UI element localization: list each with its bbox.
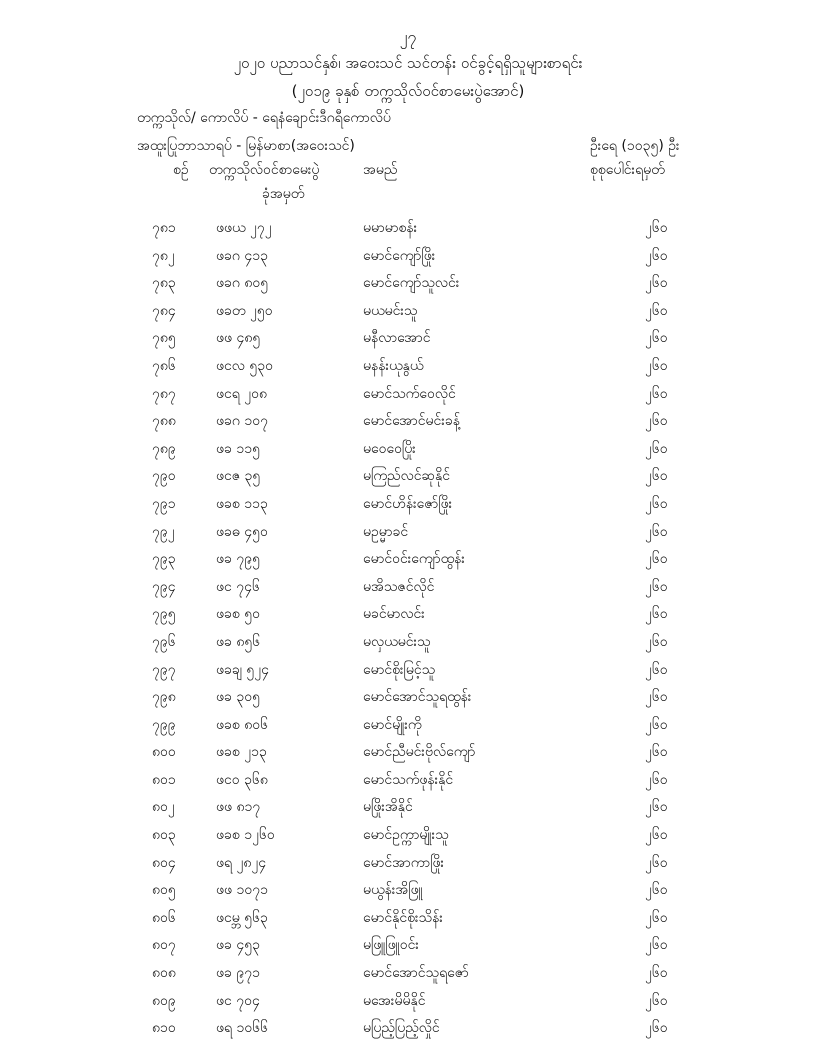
cell-total-marks: ၂၆၀ <box>645 882 668 899</box>
cell-serial-no: ၈၀၈ <box>152 965 176 982</box>
table-row <box>0 961 816 989</box>
cell-total-marks: ၂၆၀ <box>645 385 668 402</box>
cell-total-marks: ၂၆၀ <box>645 302 668 319</box>
table-row <box>0 823 816 851</box>
cell-serial-no: ၈၀၃ <box>152 827 176 844</box>
cell-name: မောင်စိုးမြင့်သူ <box>363 661 436 678</box>
cell-total-marks: ၂၆၀ <box>645 357 668 374</box>
cell-total-marks: ၂၆၀ <box>645 716 668 733</box>
document-title: ၂၀၂၀ ပညာသင်နှစ်၊ အဝေးသင် သင်တန်း ဝင်ခွင့်ရရှိသူများစာရင်း <box>233 54 583 72</box>
cell-roll-number: ဖငဝ ၃၆၈ <box>216 771 268 788</box>
cell-serial-no: ၇၉၇ <box>152 661 176 678</box>
table-row <box>0 989 816 1017</box>
cell-roll-number: ဖခစ ၂၁၃ <box>216 744 267 761</box>
cell-serial-no: ၇၈၃ <box>152 275 176 292</box>
cell-roll-number: ဖင ၇၀၄ <box>216 992 260 1009</box>
cell-total-marks: ၂၆၀ <box>645 551 668 568</box>
cell-roll-number: ဖခဂ ၄၁၃ <box>216 247 268 264</box>
cell-name: မောင်ဝင်းကျော်ထွန်း <box>363 551 465 568</box>
cell-serial-no: ၇၉၈ <box>152 689 176 706</box>
cell-name: မကြည်လင်ဆုနိုင် <box>363 468 451 485</box>
cell-roll-number: ဖခ ၇၉၅ <box>216 551 260 568</box>
document-subtitle: (၂၀၁၉ ခုနှစ် တက္ကသိုလ်ဝင်စာမေးပွဲအောင်) <box>291 82 525 100</box>
cell-roll-number: ဖခ ၈၅၆ <box>216 633 261 650</box>
cell-total-marks: ၂၆၀ <box>645 578 668 595</box>
cell-total-marks: ၂၆၀ <box>645 992 668 1009</box>
table-row <box>0 520 816 548</box>
major-subject-line: အထူးပြုဘာသာရပ် - မြန်မာစာ(အဝေးသင်) <box>137 138 355 154</box>
table-row <box>0 382 816 410</box>
cell-total-marks: ၂၆၀ <box>645 220 668 236</box>
table-row <box>0 602 816 630</box>
cell-serial-no: ၇၉၂ <box>152 523 175 540</box>
table-row <box>0 630 816 658</box>
cell-roll-number: ဖရ ၁၀၆၆ <box>216 1020 268 1037</box>
cell-name: မလှယမင်းသူ <box>363 633 431 650</box>
cell-serial-no: ၇၈၅ <box>152 330 176 347</box>
table-row <box>0 685 816 713</box>
cell-total-marks: ၂၆၀ <box>645 468 668 485</box>
cell-name: မောင်ဟိန်းဇော်ဖြိုး <box>363 495 453 512</box>
cell-serial-no: ၇၈၁ <box>152 220 176 236</box>
cell-serial-no: ၈၀၇ <box>152 937 176 954</box>
cell-serial-no: ၇၈၆ <box>152 357 176 374</box>
header-total-marks: စုစုပေါင်းရမှတ် <box>590 162 665 178</box>
cell-roll-number: ဖခစ ၁၁၃ <box>216 495 268 512</box>
cell-name: မောင်ဥက္ကာမျိုးသူ <box>363 827 449 844</box>
cell-roll-number: ဖခဓ ၄၅၀ <box>216 523 268 540</box>
cell-name: မအေးမိမိနိုင် <box>363 992 426 1009</box>
cell-roll-number: ဖဖ ၈၁၇ <box>216 799 261 816</box>
cell-serial-no: ၇၈၇ <box>152 385 176 402</box>
cell-serial-no: ၇၉၃ <box>152 551 176 568</box>
cell-name: မဖြူဖြူဝင်း <box>363 937 419 954</box>
cell-roll-number: ဖခဂ ၈၀၅ <box>216 275 269 292</box>
cell-roll-number: ဖခ ၉၇၁ <box>216 965 260 982</box>
cell-serial-no: ၈၀၉ <box>152 992 176 1009</box>
cell-roll-number: ဖငမ္ဘ ၅၆၃ <box>216 909 268 926</box>
cell-serial-no: ၈၀၆ <box>152 909 176 926</box>
cell-total-marks: ၂၆၀ <box>645 799 668 816</box>
table-row <box>0 464 816 492</box>
cell-serial-no: ၈၁၀ <box>152 1020 176 1037</box>
cell-roll-number: ဖခစ ၁၂၆၀ <box>216 827 275 844</box>
cell-serial-no: ၈၀၁ <box>152 771 176 788</box>
table-row <box>0 575 816 603</box>
cell-total-marks: ၂၆၀ <box>645 854 668 871</box>
cell-roll-number: ဖဖ ၄၈၅ <box>216 330 261 347</box>
cell-total-marks: ၂၆၀ <box>645 633 668 650</box>
cell-roll-number: ဖင ၇၄၆ <box>216 578 260 595</box>
cell-roll-number: ဖခ ၄၅၃ <box>216 937 260 954</box>
cell-total-marks: ၂၆၀ <box>645 330 668 347</box>
cell-name: မောင်အောင်မင်းခန့် <box>363 413 460 430</box>
header-roll-number-line2: ခုံအမှတ် <box>262 186 305 202</box>
cell-roll-number: ဖခ ၃၀၅ <box>216 689 260 706</box>
cell-serial-no: ၇၉၄ <box>152 578 176 595</box>
cell-name: မောင်ကျော်သူလင်း <box>363 275 460 292</box>
cell-serial-no: ၈၀၅ <box>152 882 176 899</box>
table-row <box>0 299 816 327</box>
cell-serial-no: ၇၈၈ <box>152 413 176 430</box>
cell-total-marks: ၂၆၀ <box>645 247 668 264</box>
cell-roll-number: ဖရ ၂၈၂၄ <box>216 854 267 871</box>
table-row <box>0 354 816 382</box>
cell-serial-no: ၈၀၀ <box>152 744 176 761</box>
cell-total-marks: ၂၆၀ <box>645 771 668 788</box>
cell-roll-number: ဖခစ ၅၀ <box>216 606 260 623</box>
cell-name: မယမင်းသူ <box>363 302 418 319</box>
cell-name: မခင်မာလင်း <box>363 606 425 623</box>
cell-total-marks: ၂၆၀ <box>645 495 668 512</box>
table-row <box>0 271 816 299</box>
cell-total-marks: ၂၆၀ <box>645 689 668 706</box>
cell-total-marks: ၂၆၀ <box>645 413 668 430</box>
cell-roll-number: ဖဖယ ၂၇၂ <box>216 220 272 236</box>
cell-name: မဥမ္မာခင် <box>363 523 409 540</box>
cell-name: မောင်ညီမင်းဗိုလ်ကျော် <box>363 744 476 761</box>
table-row <box>0 244 816 272</box>
university-college-line: တက္ကသိုလ်/ ကောလိပ် - ရေနံချောင်းဒီဂရီကောလိပ် <box>137 110 391 126</box>
table-row <box>0 768 816 796</box>
cell-serial-no: ၈၀၂ <box>152 799 175 816</box>
cell-serial-no: ၇၉၁ <box>152 495 176 512</box>
cell-serial-no: ၇၈၂ <box>152 247 175 264</box>
cell-total-marks: ၂၆၀ <box>645 661 668 678</box>
table-row <box>0 1016 816 1044</box>
cell-roll-number: ဖခတ ၂၅၀ <box>216 302 273 319</box>
cell-name: မောင်သက်ဝေလိုင် <box>363 385 456 402</box>
cell-name: မမာမာစန်း <box>363 220 418 236</box>
cell-name: မဖြိုးအိနိုင် <box>363 799 413 816</box>
table-row <box>0 216 816 244</box>
cell-roll-number: ဖငလ ၅၃၀ <box>216 357 273 374</box>
cell-roll-number: ဖငဇ ၃၅ <box>216 468 261 485</box>
cell-roll-number: ဖခစ ၈၀၆ <box>216 716 268 733</box>
table-row <box>0 326 816 354</box>
cell-serial-no: ၇၈၄ <box>152 302 176 319</box>
table-row <box>0 795 816 823</box>
cell-roll-number: ဖခ ၁၁၅ <box>216 440 260 457</box>
cell-name: မဝေဝေပြိုး <box>363 440 416 457</box>
table-row <box>0 933 816 961</box>
cell-name: မောင်အာကာဖြိုး <box>363 854 445 871</box>
page-number: ၂၇ <box>399 27 417 46</box>
table-row <box>0 878 816 906</box>
cell-name: မောင်အောင်သူရထွန်း <box>363 689 472 706</box>
cell-total-marks: ၂၆၀ <box>645 606 668 623</box>
cell-serial-no: ၇၉၆ <box>152 633 176 650</box>
header-name: အမည် <box>363 162 398 178</box>
cell-name: မောင်နိုင်စိုးသိန်း <box>363 909 443 926</box>
cell-name: မယွန်းအိဖြူ <box>363 882 423 899</box>
cell-total-marks: ၂၆၀ <box>645 965 668 982</box>
cell-total-marks: ၂၆၀ <box>645 523 668 540</box>
cell-total-marks: ၂၆၀ <box>645 909 668 926</box>
cell-serial-no: ၇၉၀ <box>152 468 176 485</box>
table-row <box>0 658 816 686</box>
header-serial-no: စဉ် <box>173 162 189 178</box>
cell-serial-no: ၇၉၉ <box>152 716 176 733</box>
table-row <box>0 492 816 520</box>
table-row <box>0 409 816 437</box>
table-row <box>0 547 816 575</box>
cell-serial-no: ၈၀၄ <box>152 854 176 871</box>
cell-serial-no: ၇၈၉ <box>152 440 176 457</box>
cell-name: မောင်သက်ဖုန်းနိုင် <box>363 771 454 788</box>
cell-name: မောင်မျိုးကို <box>363 716 422 733</box>
cell-roll-number: ဖခချ ၅၂၄ <box>216 661 270 678</box>
cell-name: မပြည့်ပြည့်လှိုင် <box>363 1020 440 1037</box>
cell-roll-number: ဖခဂ ၁၀၇ <box>216 413 268 430</box>
table-row <box>0 437 816 465</box>
cell-name: မအိသဇင်လိုင် <box>363 578 435 595</box>
table-row <box>0 851 816 879</box>
cell-serial-no: ၇၉၅ <box>152 606 176 623</box>
cell-total-marks: ၂၆၀ <box>645 937 668 954</box>
header-roll-number: တက္ကသိုလ်ဝင်စာမေးပွဲ <box>209 162 320 178</box>
total-count-line: ဦးရေ (၁၀၃၅) ဦး <box>590 138 680 154</box>
cell-total-marks: ၂၆၀ <box>645 744 668 761</box>
results-table <box>0 216 816 1044</box>
table-row <box>0 906 816 934</box>
table-row <box>0 713 816 741</box>
cell-name: မောင်အောင်သူရဇော် <box>363 965 469 982</box>
cell-total-marks: ၂၆၀ <box>645 827 668 844</box>
cell-name: မနီလာအောင် <box>363 330 431 347</box>
cell-total-marks: ၂၆၀ <box>645 275 668 292</box>
cell-total-marks: ၂၆၀ <box>645 1020 668 1037</box>
cell-name: မောင်ကျော်ဖြိုး <box>363 247 436 264</box>
table-row <box>0 740 816 768</box>
cell-name: မနန်းယုနွယ် <box>363 357 424 374</box>
cell-roll-number: ဖငရ ၂၀၈ <box>216 385 268 402</box>
cell-roll-number: ဖဖ ၁၀၇၁ <box>216 882 268 899</box>
cell-total-marks: ၂၆၀ <box>645 440 668 457</box>
